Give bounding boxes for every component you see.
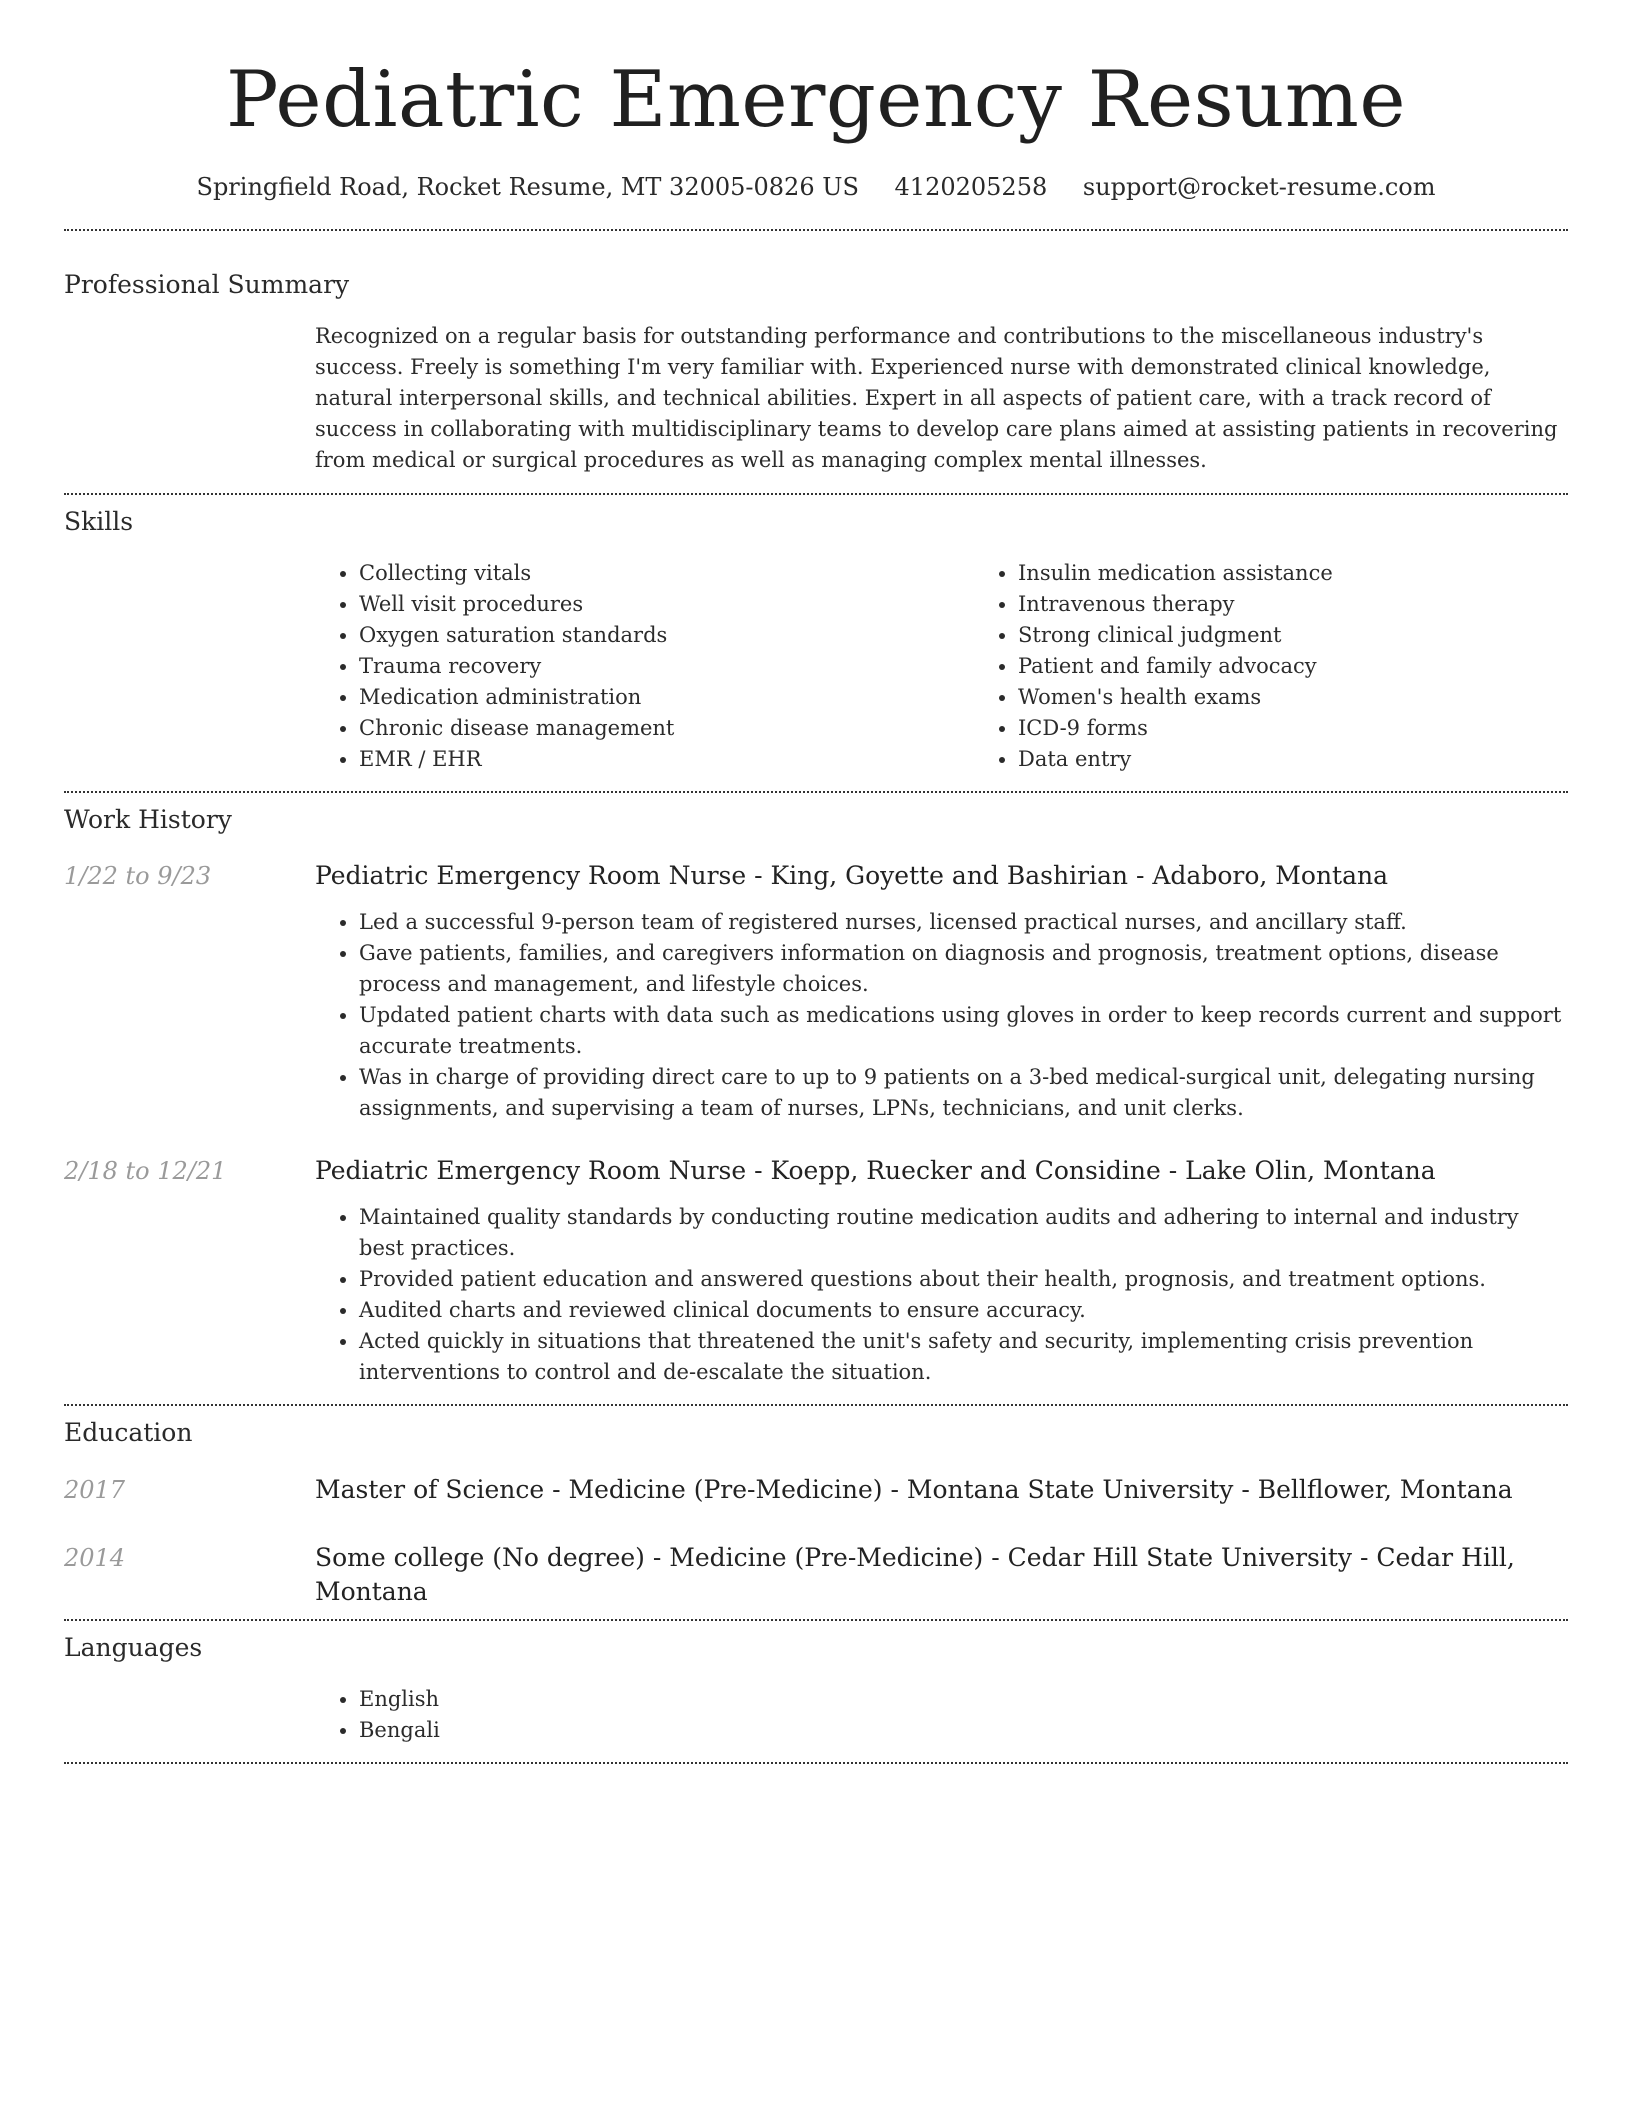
education-section: [64, 1406, 1568, 1619]
job-bullet: • Was in charge of providing direct care to up to 9 patients on a 3-bed medical-surgical unit, delegating nursing assignments, and supervising a team of nurses, LPNs, technicians, and unit clerks.: [359, 1062, 1568, 1124]
job-title: Pediatric Emergency Room Nurse - King, Goyette and Bashirian - Adaboro, Montana: [315, 861, 1388, 890]
job-bullet: • Gave patients, families, and caregivers information on diagnosis and prognosis, treatment options, disease process and management, and lifestyle choices.: [359, 938, 1568, 1000]
contact-address: Springfield Road, Rocket Resume, MT 32005-0826 US: [196, 173, 859, 201]
skill-item: • Collecting vitals: [359, 558, 974, 589]
education-title: Master of Science - Medicine (Pre-Medicine) - Montana State University - Bellflower, Montana: [315, 1475, 1513, 1504]
contact-phone: 4120205258: [894, 173, 1048, 201]
education-title: Some college (No degree) - Medicine (Pre-Medicine) - Cedar Hill State University - Cedar Hill, Montana: [315, 1543, 1515, 1606]
languages-list: [315, 1684, 440, 1746]
skill-item: • Intravenous therapy: [1018, 589, 1632, 620]
job-bullet: • Updated patient charts with data such as medications using gloves in order to keep records current and support accurate treatments.: [359, 1000, 1568, 1062]
job-bullets: [315, 1202, 1568, 1388]
education-year: 2014: [64, 1544, 126, 1572]
languages-heading: Languages: [64, 1633, 203, 1662]
summary-text: Recognized on a regular basis for outstanding performance and contributions to the miscellaneous industry's success. Freely is something I'm very familiar with. Experienced nurse with demonstrated clinical knowledge, natural interpersonal skills, and technical abilities. Expert in all aspects of patient care, with a track record of success in collaborating with multidisciplinary teams to develop care plans aimed at assisting patients in recovering from medical or surgical procedures as well as managing complex mental illnesses.: [315, 324, 1558, 472]
work-heading: Work History: [64, 805, 232, 834]
skill-item: • EMR / EHR: [359, 744, 974, 775]
skill-item: • Women's health exams: [1018, 682, 1632, 713]
skill-item: • ICD-9 forms: [1018, 713, 1632, 744]
skill-item: • Well visit procedures: [359, 589, 974, 620]
contact-line: [64, 170, 1568, 204]
job-entry: [64, 859, 1568, 1124]
education-entry: [64, 1541, 1568, 1609]
skill-item: • Data entry: [1018, 744, 1632, 775]
work-section: [64, 793, 1568, 1404]
job-dates: 1/22 to 9/23: [64, 862, 212, 890]
job-bullet: • Maintained quality standards by conducting routine medication audits and adhering to internal and industry best practices.: [359, 1202, 1568, 1264]
skills-list-left: [315, 558, 974, 775]
skill-item: • Chronic disease management: [359, 713, 974, 744]
skills-list-right: [974, 558, 1632, 775]
job-title: Pediatric Emergency Room Nurse - Koepp, Ruecker and Considine - Lake Olin, Montana: [315, 1156, 1436, 1185]
contact-email: support@rocket-resume.com: [1082, 173, 1436, 201]
skills-section: [64, 495, 1568, 791]
summary-section: [64, 231, 1568, 493]
job-bullet: • Led a successful 9-person team of registered nurses, licensed practical nurses, and ancillary staff.: [359, 907, 1568, 938]
education-entry: [64, 1473, 1568, 1507]
skill-item: • Insulin medication assistance: [1018, 558, 1632, 589]
job-bullets: [315, 907, 1568, 1124]
language-item: • Bengali: [359, 1715, 440, 1746]
languages-section: [64, 1621, 1568, 1762]
skill-item: • Patient and family advocacy: [1018, 651, 1632, 682]
skill-item: • Oxygen saturation standards: [359, 620, 974, 651]
summary-heading: Professional Summary: [64, 270, 350, 299]
resume-title: Pediatric Emergency Resume: [225, 55, 1407, 145]
skill-item: • Trauma recovery: [359, 651, 974, 682]
skills-heading: Skills: [64, 507, 134, 536]
job-bullet: • Acted quickly in situations that threatened the unit's safety and security, implementing crisis prevention interventions to control and de-escalate the situation.: [359, 1326, 1568, 1388]
job-dates: 2/18 to 12/21: [64, 1157, 227, 1185]
education-year: 2017: [64, 1476, 126, 1504]
skill-item: • Medication administration: [359, 682, 974, 713]
skill-item: • Strong clinical judgment: [1018, 620, 1632, 651]
job-entry: [64, 1154, 1568, 1388]
skills-columns: [315, 558, 1632, 775]
language-item: • English: [359, 1684, 440, 1715]
education-heading: Education: [64, 1418, 193, 1447]
job-bullet: • Provided patient education and answered questions about their health, prognosis, and treatment options.: [359, 1264, 1568, 1295]
job-bullet: • Audited charts and reviewed clinical documents to ensure accuracy.: [359, 1295, 1568, 1326]
section-divider: [64, 1762, 1568, 1764]
